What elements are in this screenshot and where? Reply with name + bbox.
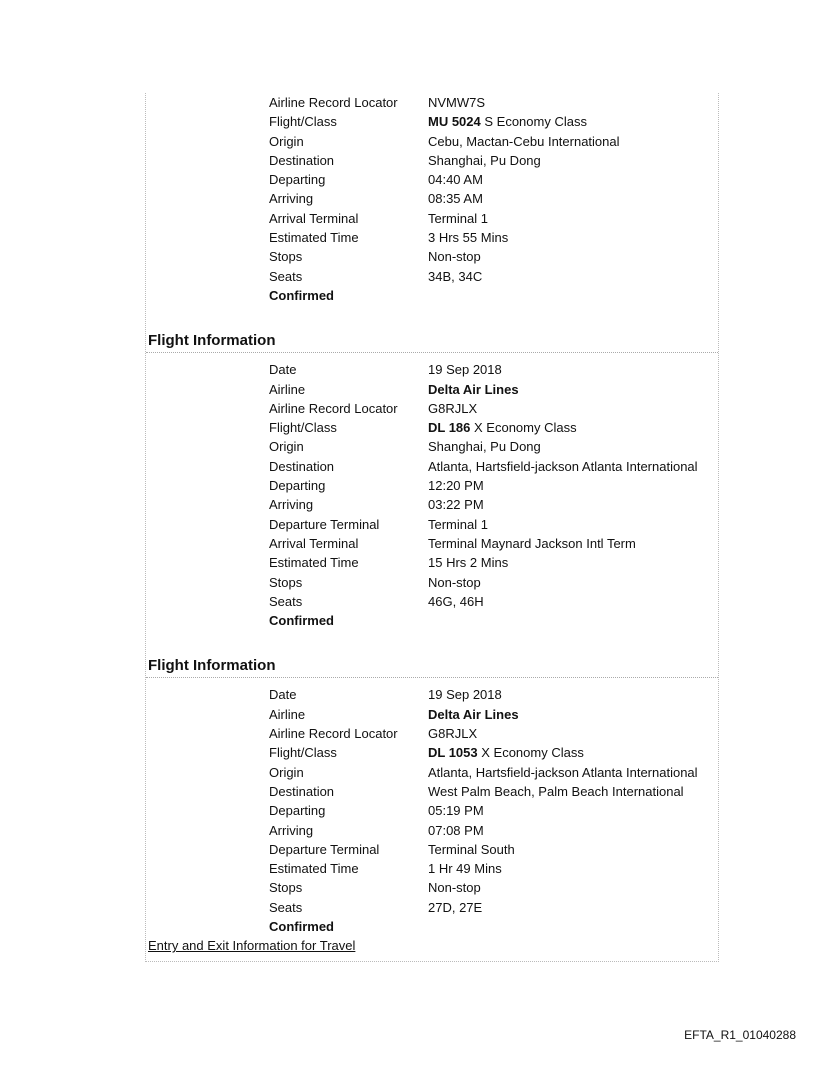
value-text: 46G, 46H (428, 593, 484, 609)
field-value (428, 859, 718, 878)
field-value (428, 228, 718, 247)
field-label: Departure Terminal (269, 516, 380, 532)
field-value (428, 801, 718, 820)
field-value (428, 553, 718, 572)
flight-number: DL 1053 (428, 745, 478, 761)
value-text: 19 Sep 2018 (428, 687, 502, 703)
section-header: Flight Information (146, 330, 718, 353)
field-label: Arriving (269, 497, 314, 513)
detail-row (146, 724, 718, 743)
detail-row (146, 859, 718, 878)
field-value (428, 821, 718, 840)
value-text: X Economy Class (477, 745, 584, 761)
value-text: NVMW7S (428, 95, 486, 110)
field-value (428, 132, 718, 151)
detail-row (146, 112, 718, 131)
field-label: Origin (269, 439, 304, 455)
field-label: Airline (269, 706, 306, 722)
detail-row (146, 418, 718, 437)
field-value (428, 534, 718, 553)
value-text: Cebu, Mactan-Cebu International (428, 133, 620, 149)
field-value (428, 763, 718, 782)
value-text: Terminal 1 (428, 210, 488, 226)
detail-row (146, 360, 718, 379)
status-row (146, 286, 718, 305)
field-value (428, 898, 718, 917)
detail-row (146, 685, 718, 704)
detail-row (146, 573, 718, 592)
field-label: Airline Record Locator (269, 726, 398, 742)
detail-row (146, 132, 718, 151)
field-label: Estimated Time (269, 861, 359, 877)
booking-status: Confirmed (269, 918, 334, 934)
detail-row (146, 93, 718, 112)
field-value (428, 151, 718, 170)
field-label: Flight/Class (269, 420, 337, 436)
field-label: Seats (269, 593, 303, 609)
value-text: G8RJLX (428, 726, 478, 742)
status-row (146, 611, 718, 630)
field-value (428, 457, 718, 476)
field-label: Airline Record Locator (269, 400, 398, 416)
detail-row (146, 151, 718, 170)
detail-row (146, 743, 718, 762)
document-id: EFTA_R1_01040288 (684, 1028, 796, 1042)
field-value (428, 705, 718, 724)
field-value (428, 743, 718, 762)
field-label: Stops (269, 249, 303, 265)
field-value (428, 437, 718, 456)
field-label: Departing (269, 478, 326, 494)
detail-row (146, 821, 718, 840)
value-text: Delta Air Lines (428, 381, 519, 397)
field-label: Seats (269, 268, 303, 284)
flight-number: DL 186 (428, 420, 471, 436)
field-label: Destination (269, 783, 335, 799)
field-value (428, 878, 718, 897)
value-text: Shanghai, Pu Dong (428, 152, 541, 168)
value-text: Atlanta, Hartsfield-jackson Atlanta International (428, 458, 698, 474)
detail-row (146, 840, 718, 859)
field-value (428, 495, 718, 514)
field-value (428, 399, 718, 418)
field-value (428, 360, 718, 379)
field-value (428, 573, 718, 592)
value-text: 05:19 PM (428, 803, 484, 819)
field-label: Stops (269, 880, 303, 896)
value-text: 34B, 34C (428, 268, 483, 284)
detail-row (146, 705, 718, 724)
field-label: Arrival Terminal (269, 535, 359, 551)
value-text: Terminal South (428, 841, 515, 857)
detail-row (146, 534, 718, 553)
detail-row (146, 380, 718, 399)
field-value (428, 93, 718, 112)
field-label: Seats (269, 899, 303, 915)
field-label: Origin (269, 133, 304, 149)
detail-row (146, 898, 718, 917)
detail-row (146, 592, 718, 611)
field-value (428, 247, 718, 266)
field-label: Estimated Time (269, 555, 359, 571)
field-label: Stops (269, 574, 303, 590)
detail-row (146, 228, 718, 247)
value-text: 04:40 AM (428, 172, 483, 188)
value-text: Terminal Maynard Jackson Intl Term (428, 535, 636, 551)
value-text: X Economy Class (470, 420, 577, 436)
value-text: Shanghai, Pu Dong (428, 439, 541, 455)
field-value (428, 267, 718, 286)
flight-number: MU 5024 (428, 114, 481, 130)
detail-row (146, 515, 718, 534)
section-header: Flight Information (146, 655, 718, 678)
field-value (428, 515, 718, 534)
detail-row (146, 476, 718, 495)
status-row (146, 917, 718, 936)
value-text: Delta Air Lines (428, 706, 519, 722)
field-value (428, 685, 718, 704)
field-value (428, 476, 718, 495)
value-text: Atlanta, Hartsfield-jackson Atlanta International (428, 764, 698, 780)
detail-row (146, 495, 718, 514)
value-text: Terminal 1 (428, 516, 488, 532)
field-label: Airline Record Locator (269, 95, 398, 110)
field-value (428, 380, 718, 399)
value-text: Non-stop (428, 574, 481, 590)
detail-row (146, 437, 718, 456)
detail-row (146, 189, 718, 208)
field-label: Arriving (269, 822, 314, 838)
field-label: Departure Terminal (269, 841, 380, 857)
value-text: 08:35 AM (428, 191, 483, 207)
value-text: S Economy Class (480, 114, 587, 130)
booking-status: Confirmed (269, 613, 334, 629)
detail-row (146, 209, 718, 228)
field-value (428, 592, 718, 611)
entry-exit-info-link[interactable]: Entry and Exit Information for Travel (148, 938, 356, 954)
flight-segment (146, 330, 718, 630)
value-text: 3 Hrs 55 Mins (428, 230, 509, 246)
itinerary-box (145, 93, 719, 962)
detail-row (146, 763, 718, 782)
detail-row (146, 399, 718, 418)
field-value (428, 170, 718, 189)
field-label: Departing (269, 172, 326, 188)
detail-row (146, 553, 718, 572)
field-label: Destination (269, 458, 335, 474)
field-value (428, 209, 718, 228)
value-text: 27D, 27E (428, 899, 483, 915)
field-value (428, 782, 718, 801)
detail-row (146, 878, 718, 897)
detail-row (146, 801, 718, 820)
value-text: 19 Sep 2018 (428, 362, 502, 378)
field-label: Departing (269, 803, 326, 819)
field-label: Date (269, 362, 297, 378)
field-label: Destination (269, 152, 335, 168)
detail-row (146, 782, 718, 801)
value-text: Non-stop (428, 880, 481, 896)
value-text: G8RJLX (428, 400, 478, 416)
value-text: 07:08 PM (428, 822, 484, 838)
value-text: 1 Hr 49 Mins (428, 861, 502, 877)
detail-row (146, 247, 718, 266)
field-label: Airline (269, 381, 306, 397)
detail-row (146, 170, 718, 189)
field-value (428, 189, 718, 208)
value-text: 12:20 PM (428, 478, 484, 494)
field-label: Estimated Time (269, 230, 359, 246)
detail-row (146, 457, 718, 476)
field-value (428, 112, 718, 131)
value-text: West Palm Beach, Palm Beach International (428, 783, 684, 799)
flight-segment (146, 655, 718, 936)
field-value (428, 418, 718, 437)
field-label: Flight/Class (269, 745, 337, 761)
field-label: Arriving (269, 191, 314, 207)
value-text: Non-stop (428, 249, 481, 265)
field-label: Arrival Terminal (269, 210, 359, 226)
field-label: Origin (269, 764, 304, 780)
detail-row (146, 267, 718, 286)
field-label: Date (269, 687, 297, 703)
field-value (428, 840, 718, 859)
booking-status: Confirmed (269, 287, 334, 303)
value-text: 03:22 PM (428, 497, 484, 513)
field-value (428, 724, 718, 743)
flight-segment (146, 93, 718, 305)
value-text: 15 Hrs 2 Mins (428, 555, 509, 571)
field-label: Flight/Class (269, 114, 337, 130)
